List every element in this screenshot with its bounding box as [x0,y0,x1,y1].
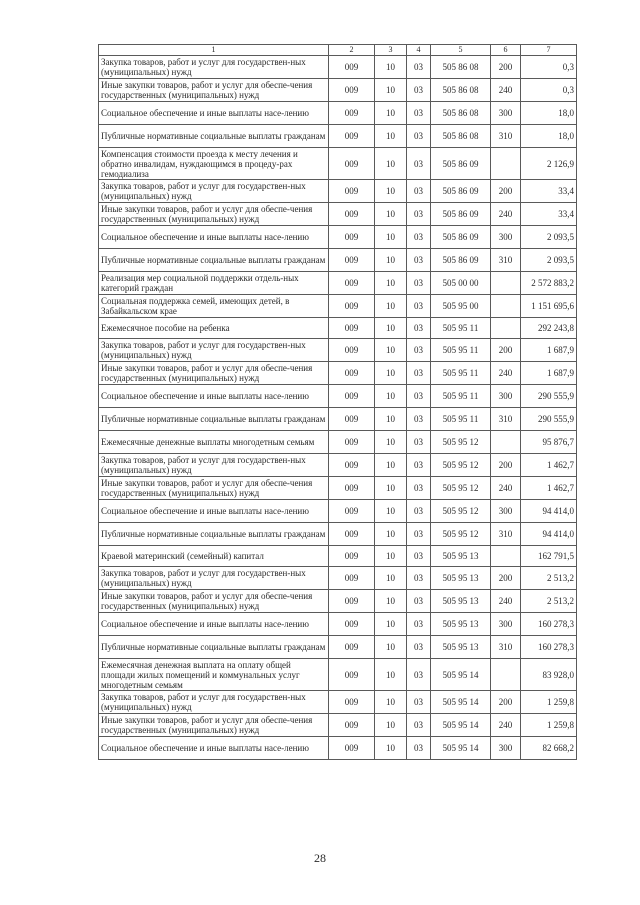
code-cell: 009 [329,203,375,226]
table-row [99,102,577,125]
amount-cell: 18,0 [521,125,577,148]
target-article-cell: 505 95 13 [431,613,491,636]
section-cell: 10 [375,546,407,567]
row-name-cell: Социальное обеспечение и иные выплаты насе-лению [99,613,329,636]
expense-type-cell: 200 [491,56,521,79]
row-name-cell: Иные закупки товаров, работ и услуг для обеспе-чения государственных (муниципальных) нужд [99,203,329,226]
row-name-cell: Компенсация стоимости проезда к месту лечения и обратно инвалидам, нуждающимся в процеду-рах гемодиализа [99,148,329,180]
row-name-cell: Публичные нормативные социальные выплаты гражданам [99,523,329,546]
target-article-cell: 505 95 11 [431,362,491,385]
section-cell: 10 [375,125,407,148]
target-article-cell: 505 86 08 [431,56,491,79]
section-cell: 10 [375,636,407,659]
column-header: 1 [99,45,329,56]
target-article-cell: 505 95 12 [431,454,491,477]
amount-cell: 95 876,7 [521,431,577,454]
table-row [99,500,577,523]
amount-cell: 292 243,8 [521,318,577,339]
target-article-cell: 505 86 09 [431,249,491,272]
amount-cell: 1 687,9 [521,362,577,385]
expense-type-cell [491,318,521,339]
amount-cell: 2 093,5 [521,249,577,272]
table-row [99,125,577,148]
subsection-cell: 03 [407,272,431,295]
code-cell: 009 [329,226,375,249]
amount-cell: 83 928,0 [521,659,577,691]
table-row [99,691,577,714]
target-article-cell: 505 95 11 [431,339,491,362]
section-cell: 10 [375,203,407,226]
expense-type-cell: 200 [491,567,521,590]
code-cell: 009 [329,272,375,295]
expense-type-cell [491,659,521,691]
row-name-cell: Закупка товаров, работ и услуг для государствен-ных (муниципальных) нужд [99,56,329,79]
expense-type-cell [491,295,521,318]
table-row [99,295,577,318]
expense-type-cell: 310 [491,636,521,659]
target-article-cell: 505 95 11 [431,408,491,431]
target-article-cell: 505 95 13 [431,590,491,613]
row-name-cell: Закупка товаров, работ и услуг для государствен-ных (муниципальных) нужд [99,339,329,362]
expense-type-cell: 240 [491,714,521,737]
amount-cell: 160 278,3 [521,636,577,659]
subsection-cell: 03 [407,737,431,760]
target-article-cell: 505 86 08 [431,79,491,102]
section-cell: 10 [375,431,407,454]
section-cell: 10 [375,385,407,408]
code-cell: 009 [329,613,375,636]
code-cell: 009 [329,477,375,500]
amount-cell: 94 414,0 [521,523,577,546]
amount-cell: 82 668,2 [521,737,577,760]
row-name-cell: Социальное обеспечение и иные выплаты насе-лению [99,500,329,523]
section-cell: 10 [375,56,407,79]
row-name-cell: Иные закупки товаров, работ и услуг для обеспе-чения государственных (муниципальных) нужд [99,477,329,500]
code-cell: 009 [329,659,375,691]
section-cell: 10 [375,79,407,102]
table-body [99,56,577,760]
amount-cell: 1 462,7 [521,477,577,500]
column-header: 6 [491,45,521,56]
subsection-cell: 03 [407,431,431,454]
target-article-cell: 505 86 09 [431,203,491,226]
code-cell: 009 [329,714,375,737]
code-cell: 009 [329,737,375,760]
header-row [99,45,577,56]
target-article-cell: 505 86 09 [431,180,491,203]
target-article-cell: 505 95 12 [431,431,491,454]
table-row [99,408,577,431]
subsection-cell: 03 [407,125,431,148]
amount-cell: 2 093,5 [521,226,577,249]
target-article-cell: 505 95 12 [431,477,491,500]
code-cell: 009 [329,79,375,102]
section-cell: 10 [375,613,407,636]
row-name-cell: Социальное обеспечение и иные выплаты насе-лению [99,102,329,125]
row-name-cell: Иные закупки товаров, работ и услуг для обеспе-чения государственных (муниципальных) нужд [99,714,329,737]
table-row [99,590,577,613]
expense-type-cell: 310 [491,408,521,431]
target-article-cell: 505 95 12 [431,500,491,523]
table-row [99,431,577,454]
amount-cell: 1 259,8 [521,691,577,714]
amount-cell: 0,3 [521,56,577,79]
code-cell: 009 [329,691,375,714]
section-cell: 10 [375,567,407,590]
table-row [99,339,577,362]
amount-cell: 2 513,2 [521,590,577,613]
subsection-cell: 03 [407,339,431,362]
section-cell: 10 [375,477,407,500]
row-name-cell: Публичные нормативные социальные выплаты гражданам [99,249,329,272]
subsection-cell: 03 [407,546,431,567]
expense-type-cell [491,546,521,567]
expense-type-cell: 300 [491,613,521,636]
target-article-cell: 505 95 12 [431,523,491,546]
page-number: 28 [314,851,326,865]
table-row [99,737,577,760]
subsection-cell: 03 [407,148,431,180]
expense-type-cell: 310 [491,125,521,148]
code-cell: 009 [329,408,375,431]
code-cell: 009 [329,431,375,454]
expense-type-cell: 240 [491,362,521,385]
subsection-cell: 03 [407,180,431,203]
section-cell: 10 [375,272,407,295]
amount-cell: 18,0 [521,102,577,125]
section-cell: 10 [375,148,407,180]
column-header: 5 [431,45,491,56]
table-row [99,56,577,79]
table-row [99,636,577,659]
table-row [99,454,577,477]
section-cell: 10 [375,737,407,760]
code-cell: 009 [329,318,375,339]
row-name-cell: Публичные нормативные социальные выплаты гражданам [99,636,329,659]
code-cell: 009 [329,590,375,613]
table-row [99,79,577,102]
section-cell: 10 [375,102,407,125]
expense-type-cell [491,272,521,295]
subsection-cell: 03 [407,318,431,339]
table-row [99,477,577,500]
code-cell: 009 [329,385,375,408]
section-cell: 10 [375,180,407,203]
row-name-cell: Иные закупки товаров, работ и услуг для обеспе-чения государственных (муниципальных) нужд [99,362,329,385]
section-cell: 10 [375,454,407,477]
target-article-cell: 505 86 09 [431,148,491,180]
code-cell: 009 [329,295,375,318]
row-name-cell: Закупка товаров, работ и услуг для государствен-ных (муниципальных) нужд [99,567,329,590]
expense-type-cell: 240 [491,79,521,102]
row-name-cell: Публичные нормативные социальные выплаты гражданам [99,125,329,148]
table-row [99,659,577,691]
subsection-cell: 03 [407,362,431,385]
section-cell: 10 [375,226,407,249]
table-row [99,148,577,180]
code-cell: 009 [329,454,375,477]
expense-type-cell: 300 [491,226,521,249]
expense-type-cell: 300 [491,500,521,523]
amount-cell: 1 687,9 [521,339,577,362]
table-row [99,523,577,546]
expense-type-cell: 200 [491,454,521,477]
table-row [99,226,577,249]
target-article-cell: 505 86 09 [431,226,491,249]
section-cell: 10 [375,295,407,318]
expense-type-cell: 240 [491,477,521,500]
subsection-cell: 03 [407,203,431,226]
expense-type-cell [491,431,521,454]
section-cell: 10 [375,249,407,272]
row-name-cell: Ежемесячные денежные выплаты многодетным семьям [99,431,329,454]
amount-cell: 1 151 695,6 [521,295,577,318]
section-cell: 10 [375,339,407,362]
target-article-cell: 505 86 08 [431,102,491,125]
code-cell: 009 [329,56,375,79]
target-article-cell: 505 95 14 [431,737,491,760]
target-article-cell: 505 86 08 [431,125,491,148]
target-article-cell: 505 00 00 [431,272,491,295]
table-row [99,318,577,339]
subsection-cell: 03 [407,500,431,523]
amount-cell: 2 126,9 [521,148,577,180]
subsection-cell: 03 [407,295,431,318]
target-article-cell: 505 95 14 [431,691,491,714]
amount-cell: 94 414,0 [521,500,577,523]
code-cell: 009 [329,339,375,362]
budget-table [98,44,577,760]
target-article-cell: 505 95 00 [431,295,491,318]
subsection-cell: 03 [407,454,431,477]
target-article-cell: 505 95 13 [431,567,491,590]
amount-cell: 1 462,7 [521,454,577,477]
subsection-cell: 03 [407,714,431,737]
amount-cell: 1 259,8 [521,714,577,737]
expense-type-cell: 300 [491,102,521,125]
table-row [99,385,577,408]
section-cell: 10 [375,714,407,737]
expense-type-cell: 300 [491,737,521,760]
target-article-cell: 505 95 14 [431,714,491,737]
subsection-cell: 03 [407,567,431,590]
expense-type-cell: 240 [491,590,521,613]
expense-type-cell: 200 [491,339,521,362]
table-row [99,714,577,737]
expense-type-cell: 310 [491,523,521,546]
subsection-cell: 03 [407,477,431,500]
row-name-cell: Иные закупки товаров, работ и услуг для обеспе-чения государственных (муниципальных) нужд [99,590,329,613]
expense-type-cell: 300 [491,385,521,408]
section-cell: 10 [375,318,407,339]
section-cell: 10 [375,659,407,691]
row-name-cell: Социальная поддержка семей, имеющих детей, в Забайкальском крае [99,295,329,318]
subsection-cell: 03 [407,691,431,714]
code-cell: 009 [329,636,375,659]
row-name-cell: Социальное обеспечение и иные выплаты насе-лению [99,385,329,408]
expense-type-cell: 200 [491,691,521,714]
amount-cell: 0,3 [521,79,577,102]
code-cell: 009 [329,102,375,125]
section-cell: 10 [375,362,407,385]
row-name-cell: Ежемесячная денежная выплата на оплату общей площади жилых помещений и коммунальных услуг многодетным семьям [99,659,329,691]
row-name-cell: Социальное обеспечение и иные выплаты насе-лению [99,737,329,760]
row-name-cell: Ежемесячное пособие на ребенка [99,318,329,339]
row-name-cell: Закупка товаров, работ и услуг для государствен-ных (муниципальных) нужд [99,454,329,477]
code-cell: 009 [329,148,375,180]
target-article-cell: 505 95 13 [431,546,491,567]
subsection-cell: 03 [407,226,431,249]
amount-cell: 162 791,5 [521,546,577,567]
code-cell: 009 [329,567,375,590]
amount-cell: 290 555,9 [521,385,577,408]
subsection-cell: 03 [407,590,431,613]
section-cell: 10 [375,523,407,546]
expense-type-cell: 200 [491,180,521,203]
table-row [99,546,577,567]
amount-cell: 290 555,9 [521,408,577,431]
section-cell: 10 [375,590,407,613]
subsection-cell: 03 [407,56,431,79]
amount-cell: 160 278,3 [521,613,577,636]
code-cell: 009 [329,523,375,546]
expense-type-cell: 240 [491,203,521,226]
section-cell: 10 [375,408,407,431]
amount-cell: 2 513,2 [521,567,577,590]
code-cell: 009 [329,362,375,385]
column-header: 2 [329,45,375,56]
subsection-cell: 03 [407,636,431,659]
column-header: 3 [375,45,407,56]
section-cell: 10 [375,500,407,523]
table-row [99,272,577,295]
row-name-cell: Закупка товаров, работ и услуг для государствен-ных (муниципальных) нужд [99,180,329,203]
target-article-cell: 505 95 11 [431,385,491,408]
code-cell: 009 [329,249,375,272]
target-article-cell: 505 95 11 [431,318,491,339]
table-row [99,180,577,203]
section-cell: 10 [375,691,407,714]
subsection-cell: 03 [407,408,431,431]
subsection-cell: 03 [407,79,431,102]
code-cell: 009 [329,125,375,148]
amount-cell: 2 572 883,2 [521,272,577,295]
amount-cell: 33,4 [521,203,577,226]
table-row [99,362,577,385]
expense-type-cell [491,148,521,180]
column-header: 7 [521,45,577,56]
row-name-cell: Закупка товаров, работ и услуг для государствен-ных (муниципальных) нужд [99,691,329,714]
row-name-cell: Краевой материнский (семейный) капитал [99,546,329,567]
code-cell: 009 [329,546,375,567]
target-article-cell: 505 95 14 [431,659,491,691]
row-name-cell: Публичные нормативные социальные выплаты гражданам [99,408,329,431]
table-row [99,249,577,272]
code-cell: 009 [329,500,375,523]
row-name-cell: Иные закупки товаров, работ и услуг для обеспе-чения государственных (муниципальных) нужд [99,79,329,102]
row-name-cell: Социальное обеспечение и иные выплаты насе-лению [99,226,329,249]
target-article-cell: 505 95 13 [431,636,491,659]
table-row [99,567,577,590]
column-header: 4 [407,45,431,56]
subsection-cell: 03 [407,659,431,691]
row-name-cell: Реализация мер социальной поддержки отдель-ных категорий граждан [99,272,329,295]
expense-type-cell: 310 [491,249,521,272]
subsection-cell: 03 [407,249,431,272]
code-cell: 009 [329,180,375,203]
subsection-cell: 03 [407,613,431,636]
table-row [99,203,577,226]
amount-cell: 33,4 [521,180,577,203]
table-row [99,613,577,636]
subsection-cell: 03 [407,523,431,546]
subsection-cell: 03 [407,385,431,408]
subsection-cell: 03 [407,102,431,125]
